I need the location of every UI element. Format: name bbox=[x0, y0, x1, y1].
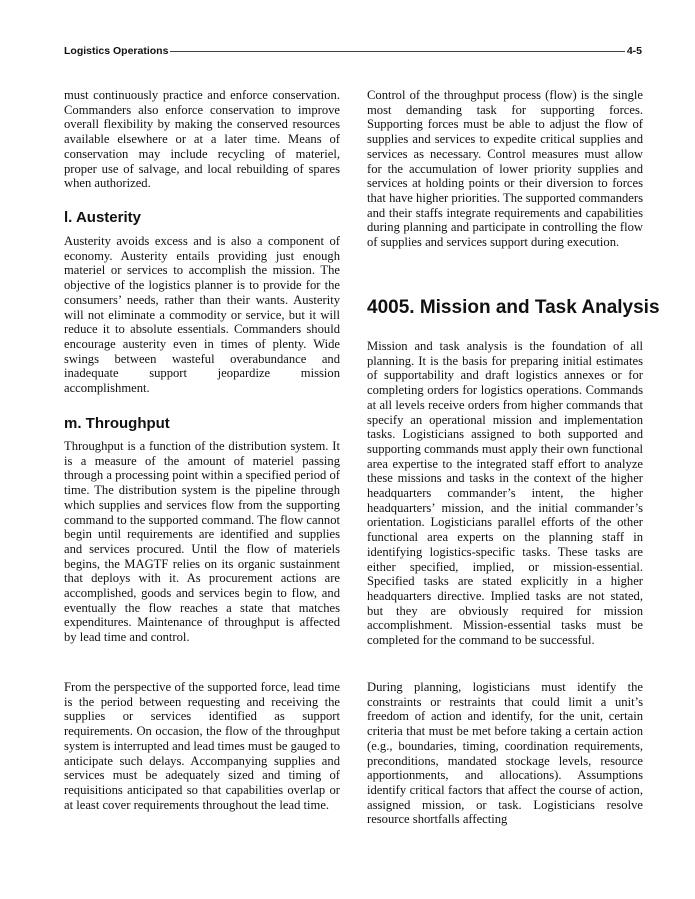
throughput-paragraph-2: From the perspective of the supported force, lead time is the period between requesting and receiving the supplies or services identified as support requirements. On occasion, the flow of the throughput system is interrupted and lead times must be gauged to anticipate such delays. Accompanying supplies and services must be adequately sized and timing of requisitions anticipated so that capabilities overlap or at least cover requirements throughout the lead time. bbox=[64, 680, 340, 812]
mission-paragraph-2: During planning, logisticians must identify the constraints or restraints that could limit a unit’s freedom of action and identify, for the unit, certain criteria that must be met before taking a certain action (e.g., boundaries, timing, coordination requirements, preconditions, mandated stockage levels, resource apportionments, and allocations). Assumptions identify critical factors that affect the course of action, assigned mission, or task. Logisticians resolve resource shortfalls affecting bbox=[367, 680, 643, 827]
throughput-paragraph-1: Throughput is a function of the distribution system. It is a measure of the amount of materiel passing through a processing point within a specified period of time. The distribution system is the pipeline through which supplies and services flow from the supporting command to the supported command. The flow cannot begin until requirements are identified and supplies and services procured. Until the flow of materiels begins, the MAGTF relies on its organic sustainment that deploys with it. As procurement actions are accomplished, goods and services begin to flow, and eventually the flow reaches a state that matches expenditures. Maintenance of throughput is affected by lead time and control. bbox=[64, 439, 340, 645]
austerity-heading: l. Austerity bbox=[64, 209, 141, 226]
header-title: Logistics Operations bbox=[64, 45, 169, 57]
page-number: 4-5 bbox=[626, 45, 642, 57]
conservation-paragraph: must continuously practice and enforce conservation. Commanders also enforce conservation to improve overall flexibility by making the conserved resources available elsewhere or at a later time. Means of conservation may include recycling of materiel, proper use of salvage, and local rebuilding of spares when authorized. bbox=[64, 88, 340, 191]
throughput-heading: m. Throughput bbox=[64, 415, 170, 432]
header-rule bbox=[170, 51, 624, 52]
running-header bbox=[64, 44, 642, 58]
section-heading: 4005. Mission and Task Analysis bbox=[367, 297, 660, 318]
austerity-paragraph: Austerity avoids excess and is also a component of economy. Austerity entails providing just enough materiel or services to accomplish the mission. The objective of the logistics planner is to provide for the consumers’ needs, rather than their wants. Austerity will not eliminate a commodity or service, but it will reduce it to absolute essentials. Commanders should encourage austerity even in times of plenty. Wide swings between wasteful overabundance and inadequate support jeopardize mission accomplishment. bbox=[64, 234, 340, 396]
mission-paragraph-1: Mission and task analysis is the foundation of all planning. It is the basis for preparing initial estimates of supportability and draft logistics annexes or for completing orders for logistics operations. Commands at all levels receive orders from higher commands that specify an operational mission and implementation tasks. Logisticians assigned to both supported and supporting commands must apply their own functional area expertise to the integrated staff effort to analyze these missions and tasks in the context of the higher headquarters commander’s intent, the higher headquarters’ mission, and the initial commander’s orientation. Logisticians parallel efforts of the other functional area experts on the planning staff in identifying logistics-specific tasks. These tasks are either specified, implied, or mission-essential. Specified tasks are stated explicitly in a higher headquarters directive. Implied tasks are not stated, but they are obviously required for mission accomplishment. Mission-essential tasks must be completed for the command to be successful. bbox=[367, 339, 643, 648]
control-paragraph: Control of the throughput process (flow) is the single most demanding task for supporting forces. Supporting forces must be able to adjust the flow of supplies and services to expedite critical supplies and services as necessary. Control measures must allow for the accumulation of lower priority supplies and services at holding points or their diversion to forces that have higher priorities. The supported commanders and their staffs integrate requirements and capabilities during planning and participate in controlling the flow of supplies and services support during execution. bbox=[367, 88, 643, 250]
